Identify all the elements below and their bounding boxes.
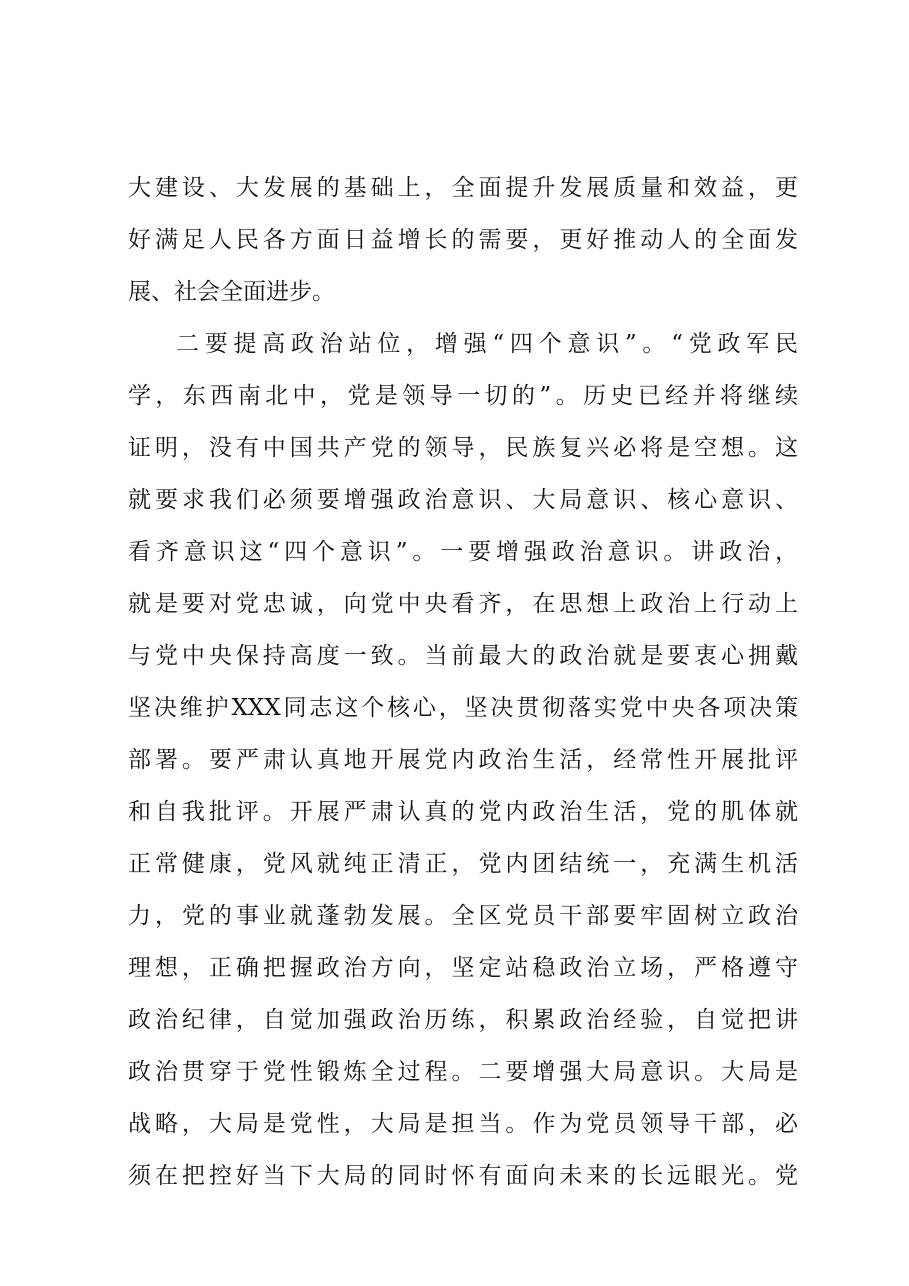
text-line: 看齐意识这“四个意识”。一要增强政治意识。讲政治， <box>128 539 798 565</box>
text-line: 大建设、大发展的基础上，全面提升发展质量和效益，更 <box>128 175 798 201</box>
text-line: 须在把控好当下大局的同时怀有面向未来的长远眼光。党 <box>128 1163 798 1189</box>
text-line: 坚决维护XXX同志这个核心，坚决贯彻落实党中央各项决策 <box>128 695 798 721</box>
text-line: 展、社会全面进步。 <box>128 279 335 305</box>
paragraph-first-line: 二要提高政治站位，增强“四个意识”。“党政军民 <box>176 331 798 357</box>
text-line: 学，东西南北中，党是领导一切的”。历史已经并将继续 <box>128 383 798 409</box>
text-line: 正常健康，党风就纯正清正，党内团结统一，充满生机活 <box>128 851 798 877</box>
text-line: 就要求我们必须要增强政治意识、大局意识、核心意识、 <box>128 487 798 513</box>
text-line: 证明，没有中国共产党的领导，民族复兴必将是空想。这 <box>128 435 798 461</box>
text-line: 与党中央保持高度一致。当前最大的政治就是要衷心拥戴 <box>128 643 798 669</box>
text-line: 力，党的事业就蓬勃发展。全区党员干部要牢固树立政治 <box>128 903 798 929</box>
text-line: 好满足人民各方面日益增长的需要，更好推动人的全面发 <box>128 227 798 253</box>
text-line: 就是要对党忠诚，向党中央看齐，在思想上政治上行动上 <box>128 591 798 617</box>
text-line: 部署。要严肃认真地开展党内政治生活，经常性开展批评 <box>128 747 798 773</box>
text-line: 和自我批评。开展严肃认真的党内政治生活，党的肌体就 <box>128 799 798 825</box>
text-line: 政治纪律，自觉加强政治历练，积累政治经验，自觉把讲 <box>128 1007 798 1033</box>
text-line: 战略，大局是党性，大局是担当。作为党员领导干部，必 <box>128 1111 798 1137</box>
text-line: 理想，正确把握政治方向，坚定站稳政治立场，严格遵守 <box>128 955 798 981</box>
document-body <box>128 162 798 1202</box>
text-line: 政治贯穿于党性锻炼全过程。二要增强大局意识。大局是 <box>128 1059 798 1085</box>
